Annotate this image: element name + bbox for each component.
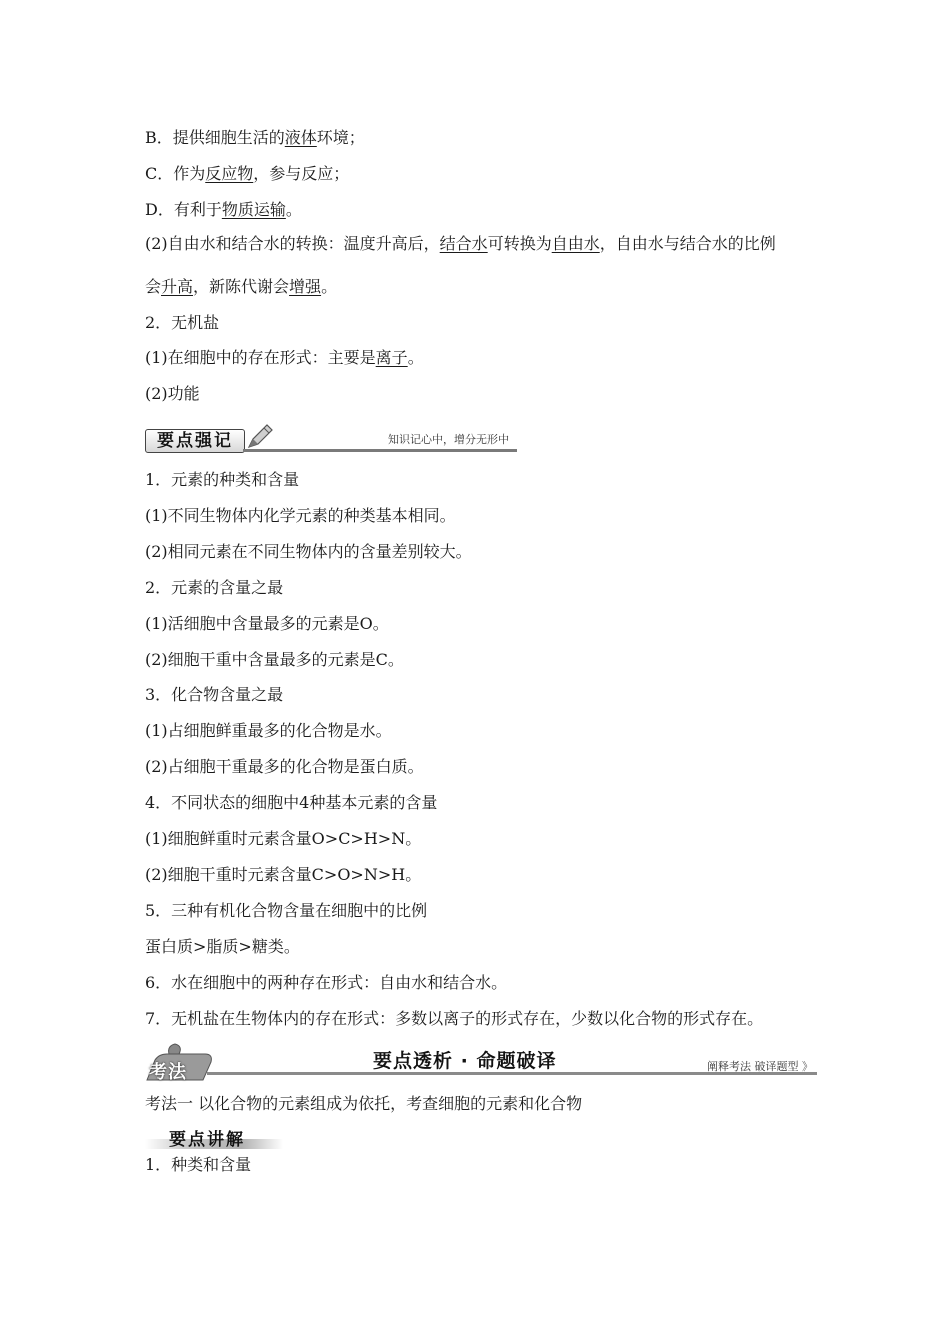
answer-blank: 物质运输: [221, 200, 286, 219]
key-point-item: 5．三种有机化合物含量在细胞中的比例: [145, 901, 428, 920]
key-point-item: 3．化合物含量之最: [145, 685, 284, 704]
key-point-item: 4．不同状态的细胞中4种基本元素的含量: [145, 793, 438, 812]
pencil-icon: [245, 421, 275, 451]
key-point-item: (2)相同元素在不同生物体内的含量差别较大。: [145, 542, 472, 561]
text: ，新陈代谢会: [193, 277, 290, 296]
text: 会: [145, 277, 162, 296]
method-section-slogan: 阐释考法 破译题型 》: [707, 1060, 813, 1073]
text: ，自由水与结合水的比例: [599, 234, 776, 253]
answer-blank: 结合水: [439, 234, 488, 253]
key-point-item: 2．元素的含量之最: [145, 578, 284, 597]
key-point-item: (1)占细胞鲜重最多的化合物是水。: [145, 721, 392, 740]
key-point-item: 7．无机盐在生物体内的存在形式：多数以离子的形式存在，少数以化合物的形式存在。: [145, 1009, 764, 1028]
method-one: 考法一 以化合物的元素组成为依托，考查细胞的元素和化合物: [145, 1094, 583, 1113]
key-point-item: (1)活细胞中含量最多的元素是O。: [145, 614, 389, 633]
banner-slogan: 知识记心中，增分无形中: [388, 433, 509, 446]
answer-blank: 离子: [375, 348, 408, 367]
text: (1)在细胞中的存在形式：主要是: [145, 348, 376, 367]
key-point-item: 蛋白质>脂质>糖类。: [145, 937, 300, 956]
banner-rule: [243, 449, 517, 452]
answer-blank: 液体: [284, 128, 317, 147]
key-points-title: 要点强记: [145, 429, 245, 453]
key-point-item: (1)细胞鲜重时元素含量O>C>H>N。: [145, 829, 422, 848]
text: C．作为: [145, 164, 206, 183]
answer-blank: 升高: [161, 277, 194, 296]
answer-blank: 反应物: [205, 164, 254, 183]
salt-function: (2)功能: [145, 384, 200, 403]
water-conversion-line2: [145, 277, 337, 297]
text: (2)自由水和结合水的转换：温度升高后，: [145, 234, 440, 253]
text: 。: [407, 348, 424, 367]
method-badge-text: 考法: [149, 1062, 187, 1083]
water-conversion-line1: [145, 234, 776, 254]
key-point-item: (2)占细胞干重最多的化合物是蛋白质。: [145, 757, 424, 776]
key-explanation-banner: [145, 1125, 285, 1151]
key-explanation-title: 要点讲解: [169, 1130, 245, 1150]
text: ，参与反应；: [253, 164, 350, 183]
method-analysis-banner: [145, 1042, 817, 1082]
option-d: [145, 200, 302, 220]
answer-blank: 增强: [289, 277, 322, 296]
text: 可转换为: [487, 234, 552, 253]
key-point-item: (2)细胞干重时元素含量C>O>N>H。: [145, 865, 422, 884]
salt-existence-form: [145, 348, 424, 368]
text: D．有利于: [145, 200, 222, 219]
key-point-item: (2)细胞干重中含量最多的元素是C。: [145, 650, 404, 669]
key-point-item: 1．元素的种类和含量: [145, 470, 300, 489]
text: 。: [285, 200, 302, 219]
answer-blank: 自由水: [551, 234, 600, 253]
key-point-item: 6．水在细胞中的两种存在形式：自由水和结合水。: [145, 973, 508, 992]
option-c: [145, 164, 349, 184]
key-point-item: (1)不同生物体内化学元素的种类基本相同。: [145, 506, 456, 525]
types-and-content: 1．种类和含量: [145, 1155, 252, 1174]
text: 环境；: [316, 128, 365, 147]
text: B．提供细胞生活的: [145, 128, 285, 147]
option-b: [145, 128, 365, 148]
key-points-banner: [145, 425, 517, 455]
text: 。: [321, 277, 338, 296]
inorganic-salt-heading: 2．无机盐: [145, 313, 220, 332]
method-section-title: 要点透析 · 命题破译: [373, 1050, 557, 1072]
